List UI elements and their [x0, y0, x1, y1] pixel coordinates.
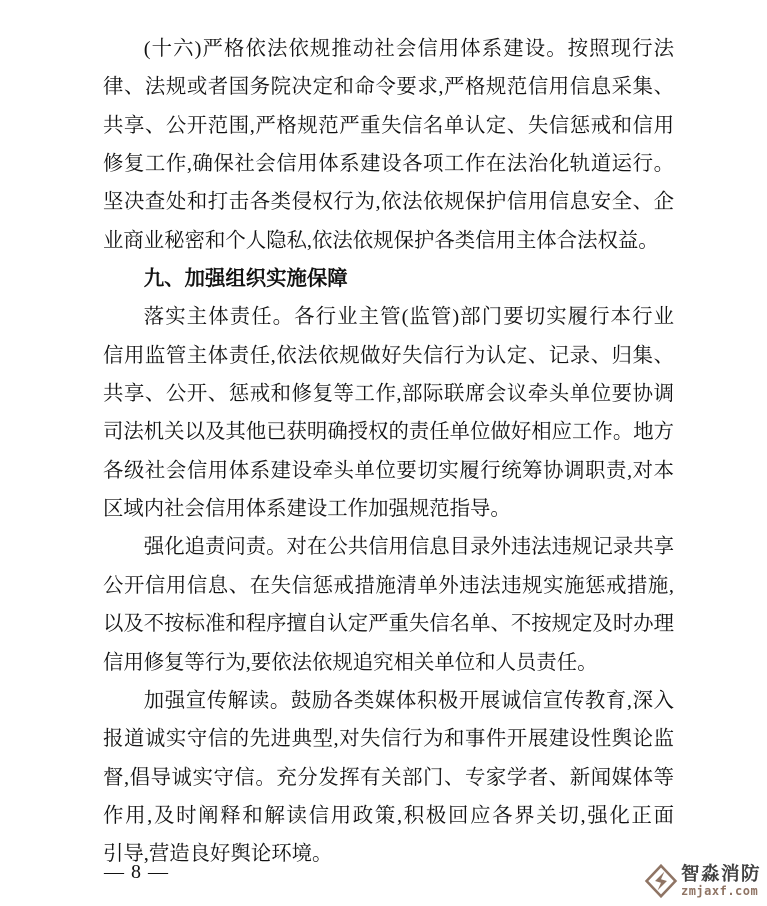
text-line: 作用,及时阐释和解读信用政策,积极回应各界关切,强化正面: [103, 804, 674, 827]
text-line: 司法机关以及其他已获明确授权的责任单位做好相应工作。地方: [103, 421, 674, 444]
text-line: 各级社会信用体系建设牵头单位要切实履行统筹协调职责,对本: [103, 459, 674, 482]
page-number: — 8 —: [104, 861, 169, 883]
watermark-logo: [644, 862, 761, 900]
text-line: 业商业秘密和个人隐私,依法依规保护各类信用主体合法权益。: [103, 229, 659, 252]
text-line: 引导,营造良好舆论环境。: [103, 843, 333, 866]
watermark-domain: zmjaxf.com: [680, 884, 759, 899]
section-heading: 九、加强组织实施保障: [143, 268, 348, 291]
watermark-text: [680, 862, 761, 899]
text-line: 公开信用信息、在失信惩戒措施清单外违法违规实施惩戒措施,: [103, 574, 674, 597]
text-line: (十六)严格依法依规推动社会信用体系建设。按照现行法: [143, 38, 674, 60]
watermark-brand: 智淼消防: [680, 862, 761, 884]
text-line: 强化追责问责。对在公共信用信息目录外违法违规记录共享: [143, 536, 674, 559]
text-line: 报道诚实守信的先进典型,对失信行为和事件开展建设性舆论监: [103, 728, 674, 751]
text-line: 修复工作,确保社会信用体系建设各项工作在法治化轨道运行。: [103, 153, 674, 176]
text-line: 坚决查处和打击各类侵权行为,依法依规保护信用信息安全、企: [103, 191, 674, 214]
text-line: 共享、公开、惩戒和修复等工作,部际联席会议牵头单位要协调: [103, 383, 674, 406]
text-line: 区域内社会信用体系建设工作加强规范指导。: [103, 498, 511, 521]
text-line: 律、法规或者国务院决定和命令要求,严格规范信用信息采集、: [103, 76, 674, 99]
text-line: 信用修复等行为,要依法依规追究相关单位和人员责任。: [103, 651, 598, 674]
text-line: 加强宣传解读。鼓励各类媒体积极开展诚信宣传教育,深入: [143, 689, 674, 712]
document-body: [103, 30, 674, 874]
diamond-bolt-logo-icon: [644, 862, 678, 900]
text-line: 落实主体责任。各行业主管(监管)部门要切实履行本行业: [143, 306, 674, 329]
text-line: 以及不按标准和程序擅自认定严重失信名单、不按规定及时办理: [103, 613, 674, 636]
text-line: 共享、公开范围,严格规范严重失信名单认定、失信惩戒和信用: [103, 114, 674, 137]
text-line: 信用监管主体责任,依法依规做好失信行为认定、记录、归集、: [103, 344, 674, 367]
text-line: 督,倡导诚实守信。充分发挥有关部门、专家学者、新闻媒体等: [103, 766, 674, 789]
